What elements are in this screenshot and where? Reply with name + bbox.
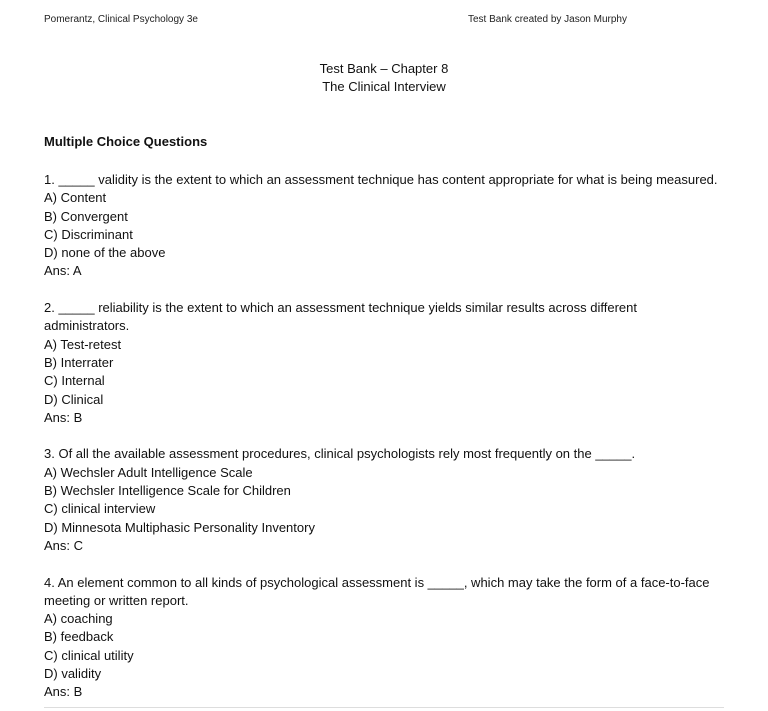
question-answer: Ans: B [44, 684, 83, 700]
question-option: B) feedback [44, 629, 114, 645]
question-answer: Ans: A [44, 263, 82, 279]
header-left: Pomerantz, Clinical Psychology 3e [44, 14, 198, 25]
page-edge-divider [44, 707, 724, 708]
question-option: D) none of the above [44, 245, 166, 261]
question-2 [44, 299, 724, 427]
question-option: D) Minnesota Multiphasic Personality Inventory [44, 519, 315, 535]
question-option: C) Discriminant [44, 226, 133, 242]
question-stem: 2. _____ reliability is the extent to which an assessment technique yields similar results across different administrators. [44, 300, 637, 334]
question-answer: Ans: C [44, 537, 84, 553]
question-1 [44, 171, 724, 281]
question-option: B) Convergent [44, 208, 128, 224]
question-stem: 4. An element common to all kinds of psychological assessment is _____, which may take the form of a face-to-face meeting or written report. [44, 574, 710, 608]
section-heading: Multiple Choice Questions [44, 134, 208, 149]
question-option: D) Clinical [44, 391, 104, 407]
title-block [0, 60, 768, 96]
question-option: B) Wechsler Intelligence Scale for Children [44, 483, 291, 499]
question-list [44, 171, 724, 711]
chapter-subtitle: The Clinical Interview [322, 79, 446, 94]
header-right: Test Bank created by Jason Murphy [468, 14, 627, 25]
question-option: A) coaching [44, 611, 113, 627]
question-option: C) clinical interview [44, 501, 156, 517]
question-option: C) Internal [44, 373, 105, 389]
chapter-title: Test Bank – Chapter 8 [319, 61, 449, 76]
question-stem: 1. _____ validity is the extent to which an assessment technique has content appropriate for what is being measured. [44, 172, 718, 187]
question-option: A) Test-retest [44, 336, 122, 352]
question-3 [44, 445, 724, 555]
question-answer: Ans: B [44, 409, 83, 425]
question-4 [44, 574, 724, 702]
question-option: B) Interrater [44, 354, 114, 370]
question-option: A) Content [44, 190, 107, 206]
question-option: D) validity [44, 666, 102, 682]
question-option: C) clinical utility [44, 647, 134, 663]
question-stem: 3. Of all the available assessment procedures, clinical psychologists rely most frequently on the _____. [44, 446, 636, 462]
question-option: A) Wechsler Adult Intelligence Scale [44, 464, 253, 480]
